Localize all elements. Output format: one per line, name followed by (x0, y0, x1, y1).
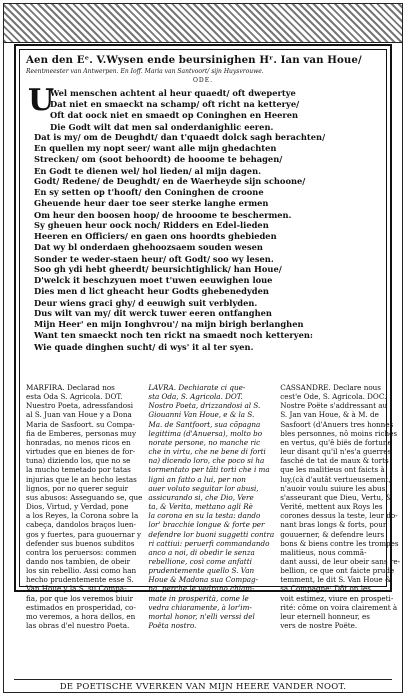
stanza (34, 176, 376, 221)
poem-frame-inner (19, 49, 401, 631)
verse-line: D'welck it beschzyuen moet t'uwen eeuwighen loue (34, 275, 273, 286)
verse-line: Godt/ Redene/ de Deughdt/ en de Waerheyde sijn schoone/ (34, 176, 306, 186)
commentary-line: estimados en prosperidad, co- (26, 602, 136, 612)
poem-subtitle: Reentmeester van Antwerpen. En Ioff. Maria van Santvoort/ sijn Huysvrouwe. (26, 68, 264, 75)
commentary-line: Ma. de Santfoort, sua cõpagna (148, 419, 261, 429)
commentary-line: Nostre Poëte s'addressant au (280, 401, 388, 411)
commentary-line: bles personnes, nô moins riches (280, 428, 398, 438)
verse-line: Oft dat oock niet en smaedt op Coninghen en Heeren (50, 110, 299, 121)
drop-cap: U (28, 83, 55, 118)
ode-label: ODE. (192, 77, 214, 84)
commentary-line: na) dicendo loro, che poco si ha (148, 456, 265, 466)
commentary-line: anco a noi, di obedir le senza (148, 547, 255, 557)
commentary-line: vers de nostre Poëte. (280, 621, 358, 631)
verse-line: Wel menschen achtent al heur quaedt/ oft dwepertye (50, 88, 296, 98)
commentary-line: leur eternell honneur, es (280, 611, 370, 621)
commentary-line: sa Compagne: Dõt on les (280, 584, 371, 594)
commentary-line: rité: côme on voira clairement à (280, 602, 398, 612)
commentary-line: mo veremos, a hora dellos, en (26, 611, 136, 621)
commentary-line: Verité, mettent aux Roys les (280, 502, 383, 512)
commentary-line: injurias que le an hecho lestas (26, 474, 137, 484)
verse-line: Sonder te weder-staen heur/ oft Godt/ soo wy lesen. (34, 253, 274, 264)
commentary-line: lignos, por no querer seguir (26, 483, 129, 493)
commentary-line: esta Oda S. Agricola. DOT. (26, 392, 123, 402)
verse-line: Soo gh ydi hebt gheerdt/ beursichtighlick/ han Houe/ (34, 264, 282, 274)
commentary-line: hecho prudentemente esse S. (26, 575, 134, 585)
commentary-line: ta, & Verita, mettano agli Rè (148, 502, 253, 512)
verse-line: Deur wiens graci ghy/ d eeuwigh suit verblyden. (34, 297, 258, 308)
commentary-line: en vertus, qu'ê biës de fortune (280, 437, 392, 447)
commentary-line: mortal honor, n'elli verssi del (148, 611, 255, 621)
commentary-line: S. Jan van Houe, & à M. de (280, 410, 379, 420)
commentary-line: cabeça, dandolos braços luen- (26, 520, 136, 530)
commentary-line: luy,(cà d'autât vertueusement, (280, 474, 391, 484)
verse-line: Wie quade dinghen sucht/ di wys' it al ter syen. (34, 341, 254, 352)
commentary-line: vedra chiaramente, à lor'im- (148, 602, 252, 612)
commentary-line: defender sus buenos subditos (26, 538, 135, 548)
commentary-line: a los Reyes, la Corona sobre la (26, 511, 139, 521)
commentary-line: la mucho temetado por tatas (26, 465, 131, 475)
commentary-line: contra los peruersos: commen (26, 547, 137, 557)
commentary-line: las obras d'el nuestro Poeta. (26, 621, 130, 631)
commentary-spanish (26, 383, 143, 631)
footer-rule (14, 679, 392, 680)
stanza (34, 132, 376, 177)
commentary-line: Dios, Virtud, y Verdad, pone (26, 502, 129, 512)
commentary-line: Van Houe y la S. su Compa- (26, 584, 127, 594)
stanza (28, 83, 376, 133)
commentary-line: temment, le dit S. Van Houe & (280, 575, 392, 585)
commentary-line: fia, por que los veremos biuir (26, 593, 134, 603)
commentary-line: auer voluto seguitar lor abusi, (148, 483, 259, 493)
commentary-line: nant bras longs & forts, pour (280, 520, 387, 530)
stanza (34, 220, 376, 265)
commentary-line: la corona en su la testa: dando (148, 511, 261, 521)
commentary-line: corones dessus la teste, leur do- (280, 511, 398, 521)
verse-line: En Godt te dienen wel/ hol lieden/ al mijn dagen. (34, 165, 262, 176)
commentary-line: sta Oda, S. Agricola. DOT. (148, 392, 243, 402)
commentary-line: na, perche le vedrano chiam- (148, 584, 255, 594)
commentary-line: virtudes que en bienes de for- (26, 447, 136, 457)
poem-title: Aen den Eᵉ. V.Wysen ende beursinighen Hʳ. Ian van Houe/ (26, 54, 362, 66)
commentary-line: dant aussi, de leur obeir sans re- (280, 556, 401, 566)
commentary-line: voit estimez, viure en prospeti- (280, 593, 394, 603)
commentary-line: prudentemente quello S. Van (148, 566, 255, 576)
verse-line: Strecken/ om (soot behoordt) de hooome te behagen/ (34, 154, 283, 165)
page (3, 3, 403, 693)
commentary-line: gouuerner, & defendre leurs (280, 529, 385, 539)
stanza (34, 308, 376, 353)
commentary-line: CASSANDRE. Declare nous (280, 383, 381, 392)
commentary-line: rebellione, così come anfatti (148, 556, 252, 566)
commentary-line: leur disant qu'il n'es'a guerres (280, 447, 392, 457)
commentary-line: dando nos tambien, de obeir (26, 556, 131, 566)
commentary-columns (26, 383, 401, 631)
commentary-line: s'asseurant que Dieu, Vertu, & (280, 492, 392, 502)
decorative-ornament-band (4, 4, 402, 43)
commentary-french (280, 383, 401, 631)
commentary-line: Maria de Sasfoort. su Compa- (26, 419, 135, 429)
commentary-line: LAVRA. Dechiarate ci que- (148, 383, 246, 392)
commentary-line: fasché de tat de maux & torts (280, 456, 389, 466)
commentary-line: tormentato per tãti torti che i ma (148, 465, 270, 475)
commentary-line: lor' bracchie longue & forte per (148, 520, 265, 530)
verse-line: Want ten smaeckt noch ten rickt na smaedt noch ketteryen: (34, 330, 313, 341)
verse-line: En sy setten op t'hooft/ den Coninghen de croone (34, 187, 264, 198)
poem-frame (14, 44, 401, 631)
commentary-line: cest'e Ode, S. Agricola. DOC. (280, 392, 387, 402)
verse-line: En quellen my nopt seer/ want alle mijn ghedachten (34, 143, 277, 154)
commentary-line: ri cattiui: peruerfi commandando (148, 538, 270, 548)
verse-line: Dat wy bl onderdaen ghehoozsaem souden wesen (34, 242, 263, 253)
commentary-line: Sasfoort (d'Anuers tres honnes (280, 419, 394, 429)
commentary-line: honradas, no menos ricos en (26, 437, 131, 447)
commentary-italian (148, 383, 275, 631)
commentary-line: sus abusos: Asseguando se, que (26, 492, 143, 502)
verse-line: Dat is my/ om de Deughdt/ dan t'quaedt dolck sagh berachten/ (34, 132, 326, 142)
commentary-line: Giouanni Van Houe, e & la S. (148, 410, 255, 420)
verse-line: Sy gheuen heur oock noch/ Ridders en Edel-lieden (34, 220, 269, 230)
commentary-line: los sin rebellio. Assi como han (26, 566, 137, 576)
commentary-line: gos y fuertes, para guouernar y (26, 529, 142, 539)
commentary-line: al S. Juan van Houe y a Dona (26, 410, 132, 420)
commentary-line: ligni an fatto a lui, per non (148, 474, 246, 484)
commentary-line: Poëta nostro. (148, 621, 197, 631)
commentary-line: n'auoir voulu suiure les abus, (280, 483, 388, 493)
verse-line: Om heur den boosen hoop/ de hrooome te beschermen. (34, 209, 292, 220)
commentary-line: tuna) diziendo los, que no se (26, 456, 131, 466)
verse-line: Gheuende heur daer toe seer sterke langhe ermen (34, 198, 269, 209)
running-footer: DE POETISCHE VVERKEN VAN MIJN HEERE VANDER NOOT. (59, 682, 347, 692)
verse-line: Die Godt wilt dat men sal onderdanighlic eeren. (50, 121, 274, 132)
commentary-line: malitieus, nous commã- (280, 547, 367, 557)
commentary-line: che in virtu, che ne bene di forti (148, 447, 266, 457)
verse-line: Mijn Heer' en mijn Ionghvrou'/ na mijn birigh berlanghen (34, 319, 304, 330)
commentary-line: bons & biens contre les trompes (280, 538, 399, 548)
verse-line: Dies men d lict gheacht heur Godts ghebenedyden (34, 286, 269, 297)
commentary-line: que les malitieus ont faicts à (280, 465, 385, 475)
commentary-line: Houe & Madona sua Compag- (148, 575, 259, 585)
commentary-line: legittima (d'Anuersa), molto bo (148, 428, 263, 438)
commentary-line: defendre lor buoni suggetti contra (148, 529, 275, 539)
commentary-line: mate in prosperità, come le (148, 593, 249, 603)
commentary-line: norate persone, no manche ric (148, 437, 261, 447)
commentary-line: fia de Emberes, personas muy (26, 428, 137, 438)
commentary-line: MARFIRA. Declarad nos (26, 383, 115, 392)
commentary-line: Nuestro Poeta, adressfandosi (26, 401, 134, 411)
verse-line: Dat niet en smaeckt na schamp/ oft richt na ketterye/ (50, 99, 300, 110)
commentary-line: Nostro Poeta, drizzandosi al S. (148, 401, 261, 411)
verse-line: Heeren en Officiers/ en gaen ons hoordts ghebieden (34, 231, 277, 242)
commentary-line: bellion, ce que ont faicte prude (280, 566, 395, 576)
verse-line: Dus wilt van my/ dit werck tuwer eeren ontfanghen (34, 308, 272, 318)
commentary-line: assicurando si, che Dio, Vere (148, 492, 254, 502)
stanza (34, 264, 376, 309)
